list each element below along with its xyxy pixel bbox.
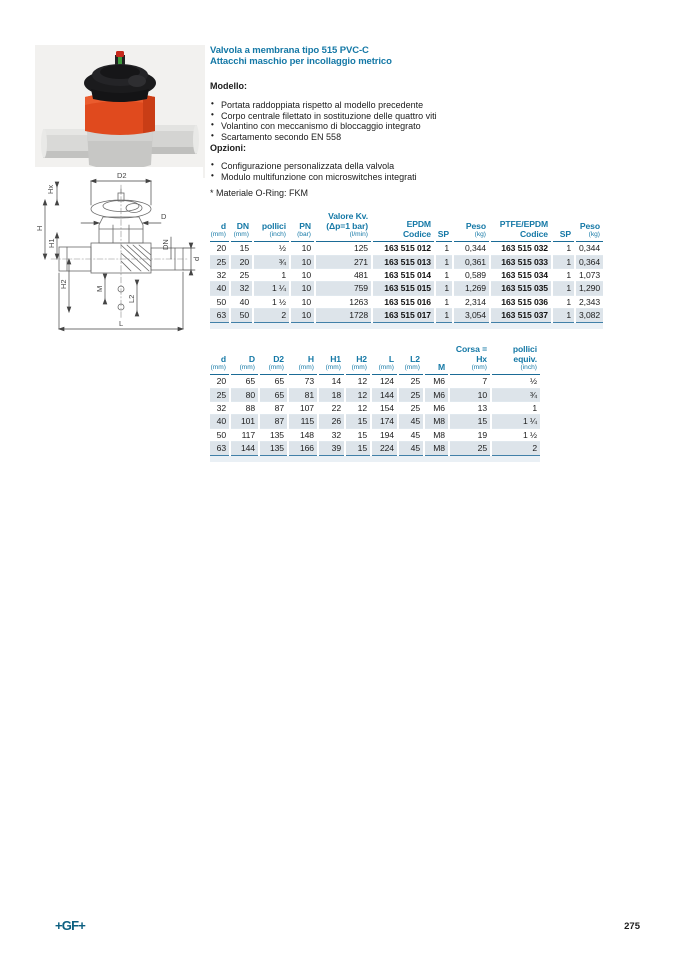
cell: 32 [210,402,230,415]
cell: M6 [424,402,449,415]
cell: 87 [259,402,288,415]
cell: 163 515 036 [490,295,552,308]
cell: 65 [230,375,259,388]
cell: 101 [230,415,259,428]
dim-label-dn: DN [161,239,170,250]
dim-label-m: M [95,285,104,292]
cell: 1 [552,309,575,322]
cell: M8 [424,428,449,441]
cell: 1,073 [575,269,603,282]
cell: 12 [345,402,371,415]
dim-label-h: H [35,225,44,231]
table-band [210,323,603,329]
cell: 12 [345,375,371,388]
cell: 12 [345,388,371,401]
cell: 3,082 [575,309,603,322]
cell: 15 [449,415,491,428]
product-photo [35,45,205,178]
cell: ¾ [491,388,540,401]
cell: ¾ [253,255,290,268]
technical-drawing [33,167,203,345]
cell: 14 [318,375,345,388]
cell: 163 515 032 [490,242,552,255]
cell: 2,343 [575,295,603,308]
cell: 22 [318,402,345,415]
cell: 107 [288,402,318,415]
bullet-item: • Modulo multifunzione con microswitches integrati [210,172,630,183]
cell: 81 [288,388,318,401]
column-header: pollici equiv. (inch) [491,345,540,375]
column-header: DN (mm) [230,212,253,242]
column-header: D2 (mm) [259,345,288,375]
table-row [210,402,540,415]
opzioni-list [210,161,630,182]
bullet-item: • Portata raddoppiata rispetto al modello precedente [210,100,630,111]
cell: 65 [259,375,288,388]
cell: 148 [288,428,318,441]
cell: 50 [230,309,253,322]
cell: 87 [259,415,288,428]
cell: 163 515 014 [372,269,435,282]
table-row [210,388,540,401]
cell: 10 [290,242,315,255]
cell: 10 [290,309,315,322]
cell: 1 [552,255,575,268]
cell: 1 [491,402,540,415]
column-header: pollici (inch) [253,212,290,242]
cell: 15 [345,442,371,455]
cell: 481 [315,269,372,282]
cell: 15 [230,242,253,255]
cell: 1 ½ [253,295,290,308]
cell: 0,344 [453,242,490,255]
cell: 32 [230,282,253,295]
cell: 25 [210,255,230,268]
cell: 40 [230,295,253,308]
cell: 1 [552,269,575,282]
cell: 1 ½ [491,428,540,441]
cell: 163 515 017 [372,309,435,322]
cell: 0,344 [575,242,603,255]
cell: 0,589 [453,269,490,282]
position-indicator-red [116,51,124,57]
column-header: Peso (kg) [575,212,603,242]
column-header: Peso (kg) [453,212,490,242]
table-row [210,282,603,295]
cell: 50 [210,295,230,308]
cell: 25 [398,388,424,401]
table-row [210,295,603,308]
gf-logo: +GF+ [55,918,86,933]
cell: 163 515 016 [372,295,435,308]
column-header: EPDM Codice [372,212,435,242]
cell: 163 515 013 [372,255,435,268]
table-row [210,428,540,441]
cell: ½ [491,375,540,388]
dimensions-table-wrap [210,345,540,462]
cell: 1263 [315,295,372,308]
cell: M6 [424,375,449,388]
table-row [210,309,603,322]
cell: 0,361 [453,255,490,268]
cell: 10 [449,388,491,401]
cell: 1 [435,242,453,255]
dim-label-h2: H2 [59,279,68,289]
cell: 1 [253,269,290,282]
cell: 1,269 [453,282,490,295]
cell: 144 [371,388,398,401]
dim-label-d2: D2 [117,171,127,180]
table-row [210,442,540,455]
cell: 25 [230,269,253,282]
table-row [210,415,540,428]
column-header: H1 (mm) [318,345,345,375]
codes-table [210,212,603,323]
cell: 115 [288,415,318,428]
dim-label-l: L [119,319,124,328]
cell: 20 [230,255,253,268]
cell: 174 [371,415,398,428]
cell: 26 [318,415,345,428]
cell: 50 [210,428,230,441]
cell: 166 [288,442,318,455]
cell: 3,054 [453,309,490,322]
cell: 45 [398,442,424,455]
cell: 19 [449,428,491,441]
cell: 1 [552,295,575,308]
cell: 1 [435,295,453,308]
cell: 1,290 [575,282,603,295]
cell: 124 [371,375,398,388]
column-header: SP [552,212,575,242]
cell: 163 515 035 [490,282,552,295]
valve-photo-graphic [35,45,205,178]
column-header: M [424,345,449,375]
page-title [210,45,630,67]
column-header: SP [435,212,453,242]
cell: 1 [435,269,453,282]
dim-label-d-small: d [192,256,201,261]
oring-footnote: * Materiale O-Ring: FKM [210,188,309,198]
cell: 163 515 012 [372,242,435,255]
cell: 1 [435,309,453,322]
cell: 65 [259,388,288,401]
column-header: H (mm) [288,345,318,375]
opzioni-heading: Opzioni: [210,143,246,153]
dim-label-d-cap: D [161,212,167,221]
cell: 63 [210,309,230,322]
cell: 7 [449,375,491,388]
cell: 25 [398,402,424,415]
cell: 40 [210,282,230,295]
dim-label-h1: H1 [47,238,56,248]
cell: 2 [491,442,540,455]
cell: 271 [315,255,372,268]
cell: 154 [371,402,398,415]
cell: 135 [259,428,288,441]
cell: 1728 [315,309,372,322]
dimension-drawing-graphic [33,167,203,345]
column-header: D (mm) [230,345,259,375]
cell: 1 [552,242,575,255]
codes-table-wrap [210,212,603,329]
table-row [210,242,603,255]
cell: 2,314 [453,295,490,308]
cell: 13 [449,402,491,415]
column-header: L2 (mm) [398,345,424,375]
bullet-item: • Configurazione personalizzata della valvola [210,161,630,172]
cell: 40 [210,415,230,428]
cell: 135 [259,442,288,455]
cell: 63 [210,442,230,455]
column-header: Valore Kv. (Δp=1 bar) (l/min) [315,212,372,242]
cell: 1 [435,255,453,268]
cell: 224 [371,442,398,455]
cell: 45 [398,428,424,441]
cell: 25 [210,388,230,401]
cell: 163 515 037 [490,309,552,322]
column-header: PTFE/EPDM Codice [490,212,552,242]
page-number: 275 [624,921,640,932]
cell: 1 ¼ [253,282,290,295]
cell: 0,364 [575,255,603,268]
cell: M8 [424,442,449,455]
title-line-2: Attacchi maschio per incollaggio metrico [210,56,392,67]
cell: 125 [315,242,372,255]
cell: 10 [290,282,315,295]
cell: 10 [290,295,315,308]
cell: 88 [230,402,259,415]
column-header: PN (bar) [290,212,315,242]
cell: 73 [288,375,318,388]
cell: 80 [230,388,259,401]
table-row [210,255,603,268]
cell: 10 [290,269,315,282]
cell: 39 [318,442,345,455]
column-header: d (mm) [210,345,230,375]
modello-heading: Modello: [210,81,247,91]
cell: 20 [210,242,230,255]
column-header: H2 (mm) [345,345,371,375]
cell: 1 ¼ [491,415,540,428]
modello-list [210,100,630,142]
cell: 163 515 033 [490,255,552,268]
cell: 15 [345,428,371,441]
table-row [210,375,540,388]
cell: 194 [371,428,398,441]
cell: ½ [253,242,290,255]
dimensions-table [210,345,540,456]
cell: M6 [424,388,449,401]
table-row [210,269,603,282]
cell: 163 515 034 [490,269,552,282]
bullet-item: • Scartamento secondo EN 558 [210,132,630,143]
cell: 32 [318,428,345,441]
cell: 20 [210,375,230,388]
table-band [210,456,540,462]
cell: 25 [449,442,491,455]
bullet-item: • Corpo centrale filettato in sostituzione delle quattro viti [210,111,630,122]
cell: 25 [398,375,424,388]
title-line-1: Valvola a membrana tipo 515 PVC-C [210,45,369,56]
bullet-item: • Volantino con meccanismo di bloccaggio integrato [210,121,630,132]
cell: 1 [552,282,575,295]
column-header: d (mm) [210,212,230,242]
cell: M8 [424,415,449,428]
column-header: Corsa = Hx (mm) [449,345,491,375]
dim-label-hx: Hx [46,184,55,194]
cell: 15 [345,415,371,428]
cell: 32 [210,269,230,282]
cell: 45 [398,415,424,428]
cell: 117 [230,428,259,441]
cell: 10 [290,255,315,268]
cell: 1 [435,282,453,295]
cell: 2 [253,309,290,322]
cell: 759 [315,282,372,295]
cell: 144 [230,442,259,455]
cell: 18 [318,388,345,401]
dim-label-l2: L2 [127,294,136,303]
column-header: L (mm) [371,345,398,375]
cell: 163 515 015 [372,282,435,295]
